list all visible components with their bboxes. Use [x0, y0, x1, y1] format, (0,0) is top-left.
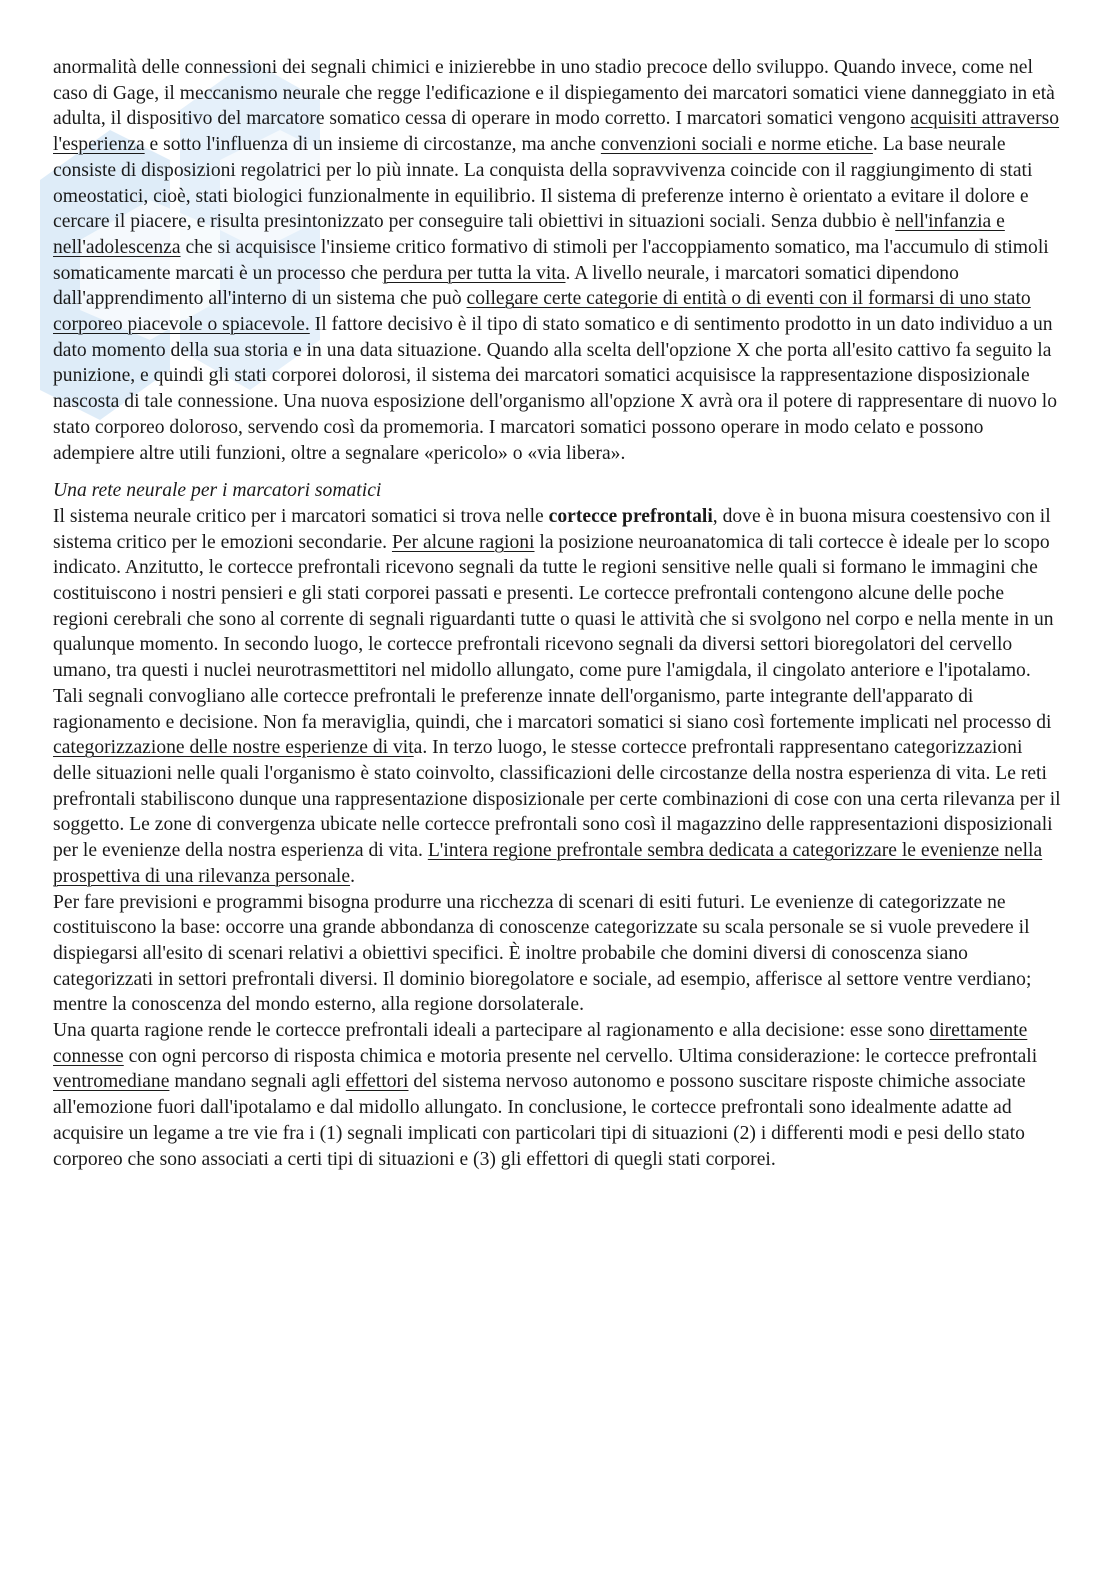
underlined-phrase: acquisiti attraverso l'esperienza: [53, 108, 1060, 156]
underlined-phrase: categorizzazione delle nostre esperienze di vit: [53, 737, 414, 759]
underlined-phrase: perdura per tutta la vita: [382, 262, 566, 284]
paragraph-3: Per fare previsioni e programmi bisogna produrre una ricchezza di scenari di esiti futuri. Le evenienze di categorizzate ne costituiscono la base: occorre una grande abbondanza di conoscenze categorizzate su scala personale se si vuole prevedere il dispiegarsi all'esito di scenari relativi a obiettivi specifici. È inoltre probabile che domini diversi di conoscenza siano categorizzati in settori prefrontali diversi. Il dominio bioregolatore e sociale, ad esempio, afferisce al settore ventre verdiano; mentre la conoscenza del mondo esterno, alla regione dorsolaterale.: [53, 891, 1032, 1016]
underlined-phrase: ventromediane: [53, 1071, 170, 1093]
bold-term: cortecce prefrontali: [548, 505, 713, 527]
section-heading: Una rete neurale per i marcatori somatici: [53, 480, 382, 502]
underlined-phrase: Per alcune ragioni: [391, 531, 535, 553]
underlined-phrase: collegare certe categorie di entità o di eventi con il formarsi di uno stato corporeo piacevole o spiacevole.: [53, 288, 1031, 336]
paragraph-1: anormalità delle connessioni dei segnali chimici e inizierebbe in uno stadio precoce dello sviluppo. Quando invece, come nel caso di Gage, il meccanismo neurale che regge l'edificazione e il dispiegamento dei marcatori somatici viene danneggiato in età adulta, il dispositivo del marcatore somatico cessa di operare in modo corretto. I marcatori somatici vengono acquisiti attraverso l'esperienza e sotto l'influenza di un insieme di circostanze, ma anche convenzioni sociali e norme etiche. La base neurale consiste di disposizioni regolatrici per lo più innate. La conquista della sopravvivenza coincide con il raggiungimento di stati omeostatici, cioè, stati biologici funzionalmente in equilibrio. Il sistema di preferenze interno è orientato a evitare il dolore e cercare il piacere, e risulta presintonizzato per conseguire tali obiettivi in situazioni sociali. Senza dubbio è nell'infanzia e nell'adolescenza che si acquisisce l'insieme critico formativo di stimoli per l'accoppiamento somatico, ma l'accumulo di stimoli somaticamente marcati è un processo che perdura per tutta la vita. A livello neurale, i marcatori somatici dipendono dall'apprendimento all'interno di un sistema che può collegare certe categorie di entità o di eventi con il formarsi di uno stato corporeo piacevole o spiacevole. Il fattore decisivo è il tipo di stato somatico e di sentimento prodotto in un dato individuo a un dato momento della sua storia e in una data situazione. Quando alla scelta dell'opzione X che porta all'esito cattivo fa seguito la punizione, e quindi gli stati corporei dolorosi, il sistema dei marcatori somatici acquisisce la rappresentazione disposizionale nascosta di tale connessione. Una nuova esposizione dell'organismo all'opzione X avrà ora il potere di rappresentare di nuovo lo stato corporeo doloroso, servendo così da promemoria. I marcatori somatici possono operare in modo celato e possono adempiere altre utili funzioni, oltre a segnalare «pericolo» o «via libera».: [53, 57, 1060, 464]
underlined-phrase: nell'infanzia e nell'adolescenza: [53, 211, 1005, 258]
underlined-phrase: L'intera regione prefrontale sembra dedicata a categorizzare le evenienze nella prospettiva di una rilevanza personale: [53, 840, 1043, 887]
document-body: [53, 55, 1063, 1172]
underlined-phrase: effettori: [345, 1071, 409, 1093]
underlined-phrase: direttamente connesse: [53, 1020, 1028, 1067]
underlined-phrase: convenzioni sociali e norme etiche: [600, 134, 873, 156]
paragraph-4: Una quarta ragione rende le cortecce prefrontali ideali a partecipare al ragionamento e alla decisione: esse sono direttamente connesse con ogni percorso di risposta chimica e motoria presente nel cervello. Ultima considerazione: le cortecce prefrontali ventromediane mandano segnali agli effettori del sistema nervoso autonomo e possono suscitare risposte chimiche associate all'emozione fuori dall'ipotalamo e dal midollo allungato. In conclusione, le cortecce prefrontali sono idealmente adatte ad acquisire un legame a tre vie fra i (1) segnali implicati con particolari tipi di situazioni (2) i differenti modi e pesi dello stato corporeo che sono associati a certi tipi di situazioni e (3) gli effettori di quegli stati corporei.: [53, 1020, 1038, 1170]
paragraph-2: Il sistema neurale critico per i marcatori somatici si trova nelle cortecce prefrontali, dove è in buona misura coestensivo con il sistema critico per le emozioni secondarie. Per alcune ragioni la posizione neuroanatomica di tali cortecce è ideale per lo scopo indicato. Anzitutto, le cortecce prefrontali ricevono segnali da tutte le regioni sensitive nelle quali si formano le immagini che costituiscono i nostri pensieri e gli stati corporei passati e presenti. Le cortecce prefrontali contengono alcune delle poche regioni cerebrali che sono al corrente di segnali riguardanti tutte o quasi le attività che si svolgono nel corpo e nella mente in un qualunque momento. In secondo luogo, le cortecce prefrontali ricevono segnali da diversi settori bioregolatori del cervello umano, tra questi i nuclei neurotrasmettitori nel midollo allungato, come pure l'amigdala, il cingolato anteriore e l'ipotalamo. Tali segnali convogliano alle cortecce prefrontali le preferenze innate dell'organismo, parte integrante dell'apparato di ragionamento e decisione. Non fa meraviglia, quindi, che i marcatori somatici si siano così fortemente implicati nel processo di categorizzazione delle nostre esperienze di vita. In terzo luogo, le stesse cortecce prefrontali rappresentano categorizzazioni delle situazioni nelle quali l'organismo è stato coinvolto, classificazioni delle circostanze della nostra esperienza di vita. Le reti prefrontali stabiliscono dunque una rappresentazione disposizionale per certe combinazioni di cose con una certa rilevanza per il soggetto. Le zone di convergenza ubicate nelle cortecce prefrontali sono così il magazzino delle rappresentazioni disposizionali per le evenienze della nostra esperienza di vita. L'intera regione prefrontale sembra dedicata a categorizzare le evenienze nella prospettiva di una rilevanza personale.: [53, 505, 1061, 887]
